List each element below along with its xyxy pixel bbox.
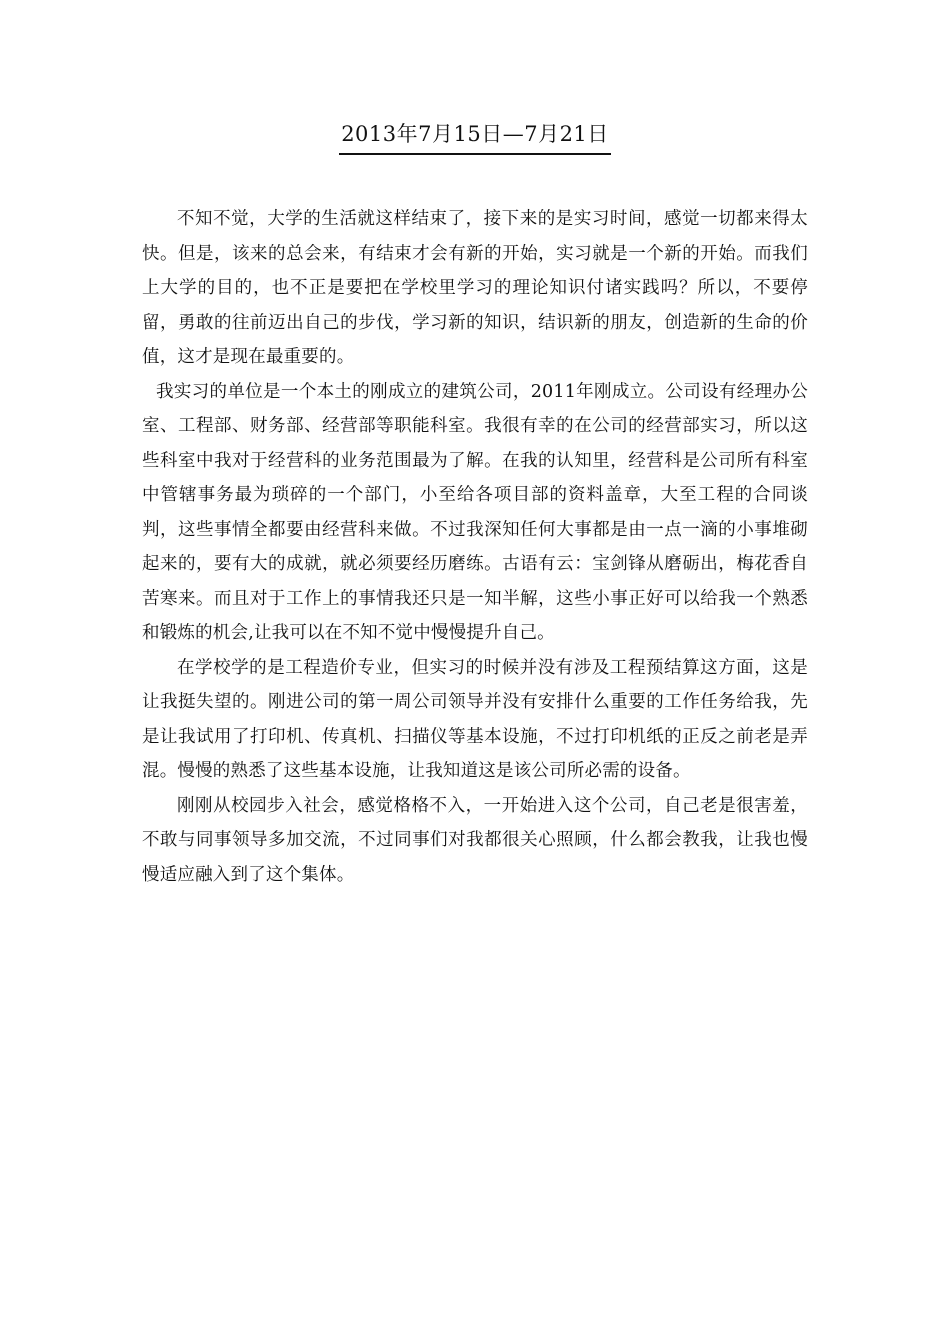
paragraph-adaptation: 刚刚从校园步入社会，感觉格格不入，一开始进入这个公司，自己老是很害羞，不敢与同事领导多加交流，不过同事们对我都很关心照顾，什么都会教我，让我也慢慢适应融入到了这个集体。 — [142, 795, 808, 885]
paragraph-company: 我实习的单位是一个本土的刚成立的建筑公司，2011年刚成立。公司设有经理办公室、工程部、财务部、经营部等职能科室。我很有幸的在公司的经营部实习，所以这些科室中我对于经营科的业务范围最为了解。在我的认知里，经营科是公司所有科室中管辖事务最为琐碎的一个部门，小至给各项目部的资料盖章，大至工程的合同谈判，这些事情全都要由经营科来做。不过我深知任何大事都是由一点一滴的小事堆砌 起来的，要有大的成就，就必须要经历磨练。古语有云：宝剑锋从磨砺出，梅花香自苦寒来。而且对于工作上的事情我还只是一知半解，这些小事正好可以给我一个熟悉和锻炼的机会,让我可以在不知不觉中慢慢提升自己。 — [142, 381, 808, 643]
paragraph-intro: 不知不觉，大学的生活就这样结束了，接下来的是实习时间，感觉一切都来得太快。但是，该来的总会来，有结束才会有新的开始，实习就是一个新的开始。而我们上大学的目的，也不正是要把在学校里学习的理论知识付诸实践吗？所以，不要停留，勇敢的往前迈出自己的步伐，学习新的知识，结识新的朋友，创造新的生命的价值，这才是现在最重要的。 — [142, 209, 808, 367]
paragraph-major: 在学校学的是工程造价专业，但实习的时候并没有涉及工程预结算这方面，这是让我挺失望的。刚进公司的第一周公司领导并没有安排什么重要的工作任务给我，先是让我试用了打印机、传真机、扫描仪等基本设施，不过打印机纸的正反之前老是弄混。慢慢的熟悉了这些基本设施，让我知道这是该公司所必需的设备。 — [142, 657, 808, 781]
document-body — [142, 202, 808, 892]
document-title: 2013年7月15日—7月21日 — [339, 118, 611, 155]
title-container — [0, 118, 950, 155]
